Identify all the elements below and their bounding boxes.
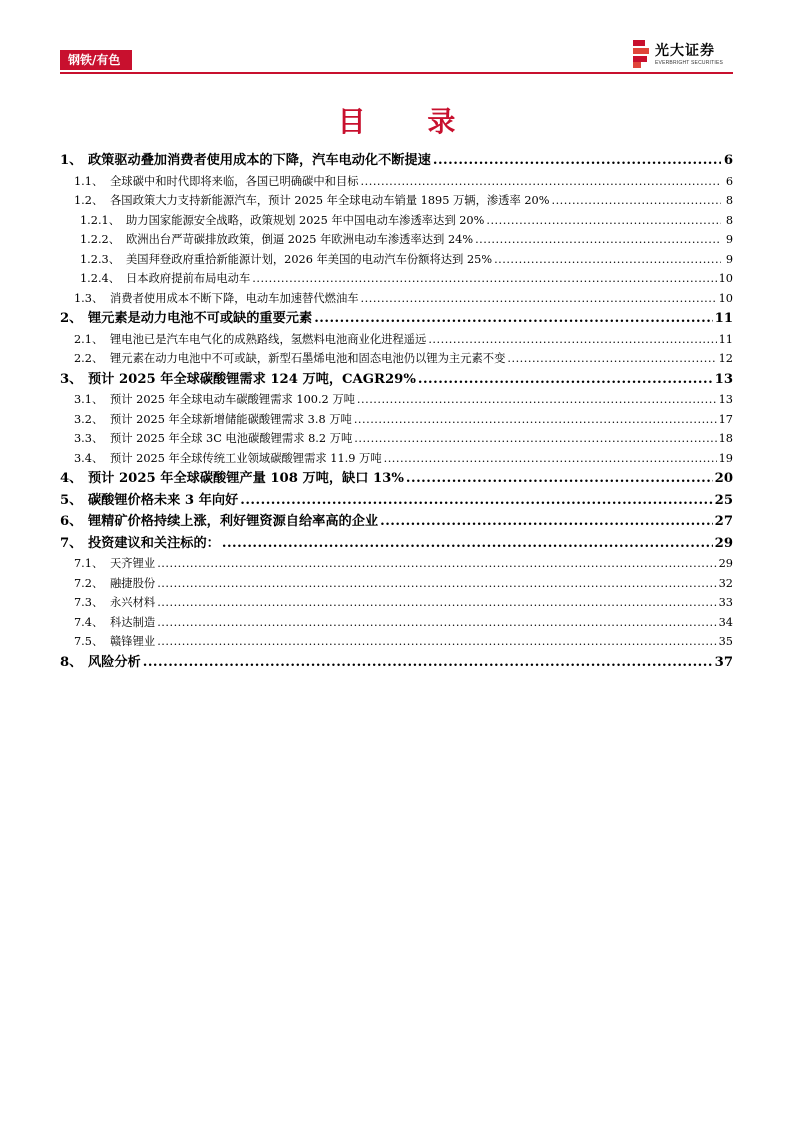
toc-entry-number: 3、 xyxy=(60,371,83,387)
toc-dot-leader xyxy=(361,172,721,192)
toc-entry-title[interactable]: 赣锋锂业 xyxy=(110,635,156,648)
toc-entry-title[interactable]: 风险分析 xyxy=(88,654,141,670)
toc-entry-number: 1.3、 xyxy=(74,291,104,305)
toc-dot-leader xyxy=(486,211,721,231)
toc-entry-number: 7.2、 xyxy=(74,576,104,590)
toc-entry-number: 3.1、 xyxy=(74,393,104,406)
logo-name-en: EVERBRIGHT SECURITIES xyxy=(655,60,724,66)
toc-entry[interactable] xyxy=(60,369,733,391)
toc-entry[interactable] xyxy=(60,230,733,250)
toc-entry-page[interactable]: 13 xyxy=(718,393,733,406)
toc-entry-page[interactable]: 8 xyxy=(725,213,733,227)
toc-entry[interactable] xyxy=(60,191,733,211)
toc-dot-leader xyxy=(361,289,717,309)
toc-dot-leader xyxy=(240,490,712,512)
toc-entry-page[interactable]: 8 xyxy=(725,194,733,207)
toc-entry-number: 3.3、 xyxy=(74,432,104,445)
toc-entry-title[interactable]: 锂元素在动力电池中不可或缺，新型石墨烯电池和固态电池仍以锂为主元素不变 xyxy=(110,352,506,365)
toc-entry[interactable] xyxy=(60,449,733,469)
toc-entry[interactable] xyxy=(60,533,733,555)
toc-dot-leader xyxy=(222,533,713,555)
toc-dot-leader xyxy=(357,390,717,410)
toc-entry-page[interactable]: 35 xyxy=(718,635,733,648)
toc-entry-title[interactable]: 锂电池已是汽车电气化的成熟路线，氢燃料电池商业化进程遥远 xyxy=(110,332,427,346)
toc-entry[interactable] xyxy=(60,269,733,289)
toc-entry-page[interactable]: 11 xyxy=(718,332,733,346)
toc-entry[interactable] xyxy=(60,593,733,613)
toc-entry-number: 1.1、 xyxy=(74,174,104,188)
toc-entry-title[interactable]: 碳酸锂价格未来 3 年向好 xyxy=(88,492,239,508)
toc-entry[interactable] xyxy=(60,308,733,330)
toc-dot-leader xyxy=(157,554,716,574)
toc-entry[interactable] xyxy=(60,250,733,270)
toc-entry-page[interactable]: 29 xyxy=(718,557,733,570)
toc-entry-number: 7.4、 xyxy=(74,615,104,629)
toc-entry[interactable] xyxy=(60,211,733,231)
toc-entry-number: 7.3、 xyxy=(74,596,104,609)
toc-entry-page[interactable]: 37 xyxy=(714,654,733,670)
toc-entry-title[interactable]: 天齐锂业 xyxy=(110,557,156,570)
toc-entry-page[interactable]: 9 xyxy=(725,233,733,246)
logo-mark-icon xyxy=(633,40,651,68)
toc-entry-title[interactable]: 助力国家能源安全战略，政策规划 2025 年中国电动车渗透率达到 20% xyxy=(126,213,485,227)
toc-entry-number: 4、 xyxy=(60,471,83,486)
toc-entry[interactable] xyxy=(60,490,733,512)
toc-entry-page[interactable]: 12 xyxy=(718,352,733,365)
toc-entry-title[interactable]: 投资建议和关注标的： xyxy=(88,535,220,551)
toc-entry-title[interactable]: 预计 2025 年全球新增储能碳酸锂需求 3.8 万吨 xyxy=(110,412,352,426)
toc-entry-page[interactable]: 27 xyxy=(714,514,733,529)
toc-entry-title[interactable]: 预计 2025 年全球碳酸锂产量 108 万吨，缺口 13% xyxy=(88,471,404,486)
toc-entry-page[interactable]: 6 xyxy=(725,174,733,188)
table-of-contents xyxy=(60,150,733,673)
toc-entry-number: 3.2、 xyxy=(74,412,104,426)
toc-dot-leader xyxy=(157,613,716,633)
toc-entry-title[interactable]: 预计 2025 年全球 3C 电池碳酸锂需求 8.2 万吨 xyxy=(110,432,353,445)
toc-dot-leader xyxy=(314,308,712,330)
toc-entry[interactable] xyxy=(60,613,733,633)
toc-entry[interactable] xyxy=(60,349,733,369)
toc-dot-leader xyxy=(157,574,716,594)
toc-entry[interactable] xyxy=(60,429,733,449)
toc-entry-number: 1.2.1、 xyxy=(80,213,121,227)
header-divider xyxy=(60,72,733,74)
toc-entry[interactable] xyxy=(60,410,733,430)
toc-entry-number: 1.2.2、 xyxy=(80,233,121,246)
toc-entry-number: 1.2.4、 xyxy=(80,272,121,285)
toc-entry-page[interactable]: 11 xyxy=(714,311,733,326)
toc-entry[interactable] xyxy=(60,330,733,350)
toc-entry-title[interactable]: 政策驱动叠加消费者使用成本的下降，汽车电动化不断提速 xyxy=(88,153,431,168)
toc-dot-leader xyxy=(433,150,721,172)
toc-entry-page[interactable]: 10 xyxy=(718,272,733,285)
toc-entry-number: 1.2、 xyxy=(74,194,104,207)
toc-entry-number: 7、 xyxy=(60,535,83,551)
toc-entry-page[interactable]: 19 xyxy=(718,451,733,465)
toc-dot-leader xyxy=(354,410,717,430)
toc-entry-title[interactable]: 预计 2025 年全球传统工业领域碳酸锂需求 11.9 万吨 xyxy=(110,451,382,465)
toc-entry-page[interactable]: 34 xyxy=(718,615,733,629)
toc-entry-title[interactable]: 预计 2025 年全球碳酸锂需求 124 万吨，CAGR29% xyxy=(88,371,416,387)
toc-entry-number: 5、 xyxy=(60,492,83,508)
toc-entry-title[interactable]: 全球碳中和时代即将来临，各国已明确碳中和目标 xyxy=(110,174,359,188)
toc-dot-leader xyxy=(507,349,716,369)
toc-entry-page[interactable]: 6 xyxy=(723,153,733,168)
toc-entry-number: 7.1、 xyxy=(74,557,104,570)
toc-dot-leader xyxy=(494,250,721,270)
toc-entry-page[interactable]: 33 xyxy=(718,596,733,609)
toc-entry-page[interactable]: 32 xyxy=(718,576,733,590)
toc-entry-title[interactable]: 锂精矿价格持续上涨，利好锂资源自给率高的企业 xyxy=(88,514,379,529)
toc-dot-leader xyxy=(406,468,713,490)
toc-dot-leader xyxy=(157,593,716,613)
toc-entry-number: 6、 xyxy=(60,514,83,529)
toc-entry-page[interactable]: 29 xyxy=(714,535,733,551)
toc-dot-leader xyxy=(384,449,717,469)
toc-entry[interactable] xyxy=(60,632,733,652)
toc-dot-leader xyxy=(551,191,721,211)
toc-dot-leader xyxy=(380,511,713,533)
toc-entry-title[interactable]: 科达制造 xyxy=(110,615,156,629)
toc-entry-title[interactable]: 锂元素是动力电池不可或缺的重要元素 xyxy=(88,311,313,326)
toc-entry-title[interactable]: 日本政府提前布局电动车 xyxy=(126,272,251,285)
toc-entry-title[interactable]: 永兴材料 xyxy=(110,596,156,609)
toc-entry-title[interactable]: 各国政策大力支持新能源汽车，预计 2025 年全球电动车销量 1895 万辆，渗透率 20% xyxy=(110,194,550,207)
toc-entry-page[interactable]: 18 xyxy=(718,432,733,445)
toc-entry-page[interactable]: 10 xyxy=(718,291,733,305)
toc-entry-title[interactable]: 美国拜登政府重拾新能源计划，2026 年美国的电动汽车份额将达到 25% xyxy=(126,252,493,266)
toc-dot-leader xyxy=(143,652,713,674)
toc-entry-number: 3.4、 xyxy=(74,451,104,465)
brand-logo xyxy=(633,38,733,70)
toc-entry[interactable] xyxy=(60,468,733,490)
toc-entry-page[interactable]: 17 xyxy=(718,412,733,426)
toc-entry-page[interactable]: 25 xyxy=(714,492,733,508)
toc-entry[interactable] xyxy=(60,390,733,410)
toc-entry[interactable] xyxy=(60,652,733,674)
toc-dot-leader xyxy=(428,330,716,350)
toc-entry-number: 2、 xyxy=(60,311,83,326)
toc-entry[interactable] xyxy=(60,150,733,172)
logo-name-cn: 光大证券 xyxy=(655,43,715,59)
toc-entry-page[interactable]: 9 xyxy=(725,252,733,266)
toc-entry[interactable] xyxy=(60,289,733,309)
toc-dot-leader xyxy=(418,369,713,391)
toc-entry[interactable] xyxy=(60,554,733,574)
toc-entry-number: 2.1、 xyxy=(74,332,104,346)
toc-dot-leader xyxy=(354,429,716,449)
toc-entry[interactable] xyxy=(60,574,733,594)
toc-entry-title[interactable]: 预计 2025 年全球电动车碳酸锂需求 100.2 万吨 xyxy=(110,393,355,406)
section-tag: 钢铁/有色 xyxy=(60,50,132,70)
toc-entry-page[interactable]: 13 xyxy=(714,371,733,387)
toc-dot-leader xyxy=(252,269,716,289)
toc-dot-leader xyxy=(475,230,721,250)
toc-entry[interactable] xyxy=(60,511,733,533)
toc-dot-leader xyxy=(157,632,716,652)
page-title: 目 录 xyxy=(337,105,482,138)
toc-entry-title[interactable]: 欧洲出台严苛碳排放政策，倒逼 2025 年欧洲电动车渗透率达到 24% xyxy=(126,233,474,246)
toc-entry-number: 1、 xyxy=(60,153,83,168)
toc-entry-number: 8、 xyxy=(60,654,83,670)
toc-entry-title[interactable]: 消费者使用成本不断下降，电动车加速替代燃油车 xyxy=(110,291,359,305)
toc-entry-number: 2.2、 xyxy=(74,352,104,365)
toc-entry-number: 1.2.3、 xyxy=(80,252,121,266)
toc-entry[interactable] xyxy=(60,172,733,192)
toc-entry-number: 7.5、 xyxy=(74,635,104,648)
toc-entry-page[interactable]: 20 xyxy=(714,471,733,486)
toc-entry-title[interactable]: 融捷股份 xyxy=(110,576,156,590)
